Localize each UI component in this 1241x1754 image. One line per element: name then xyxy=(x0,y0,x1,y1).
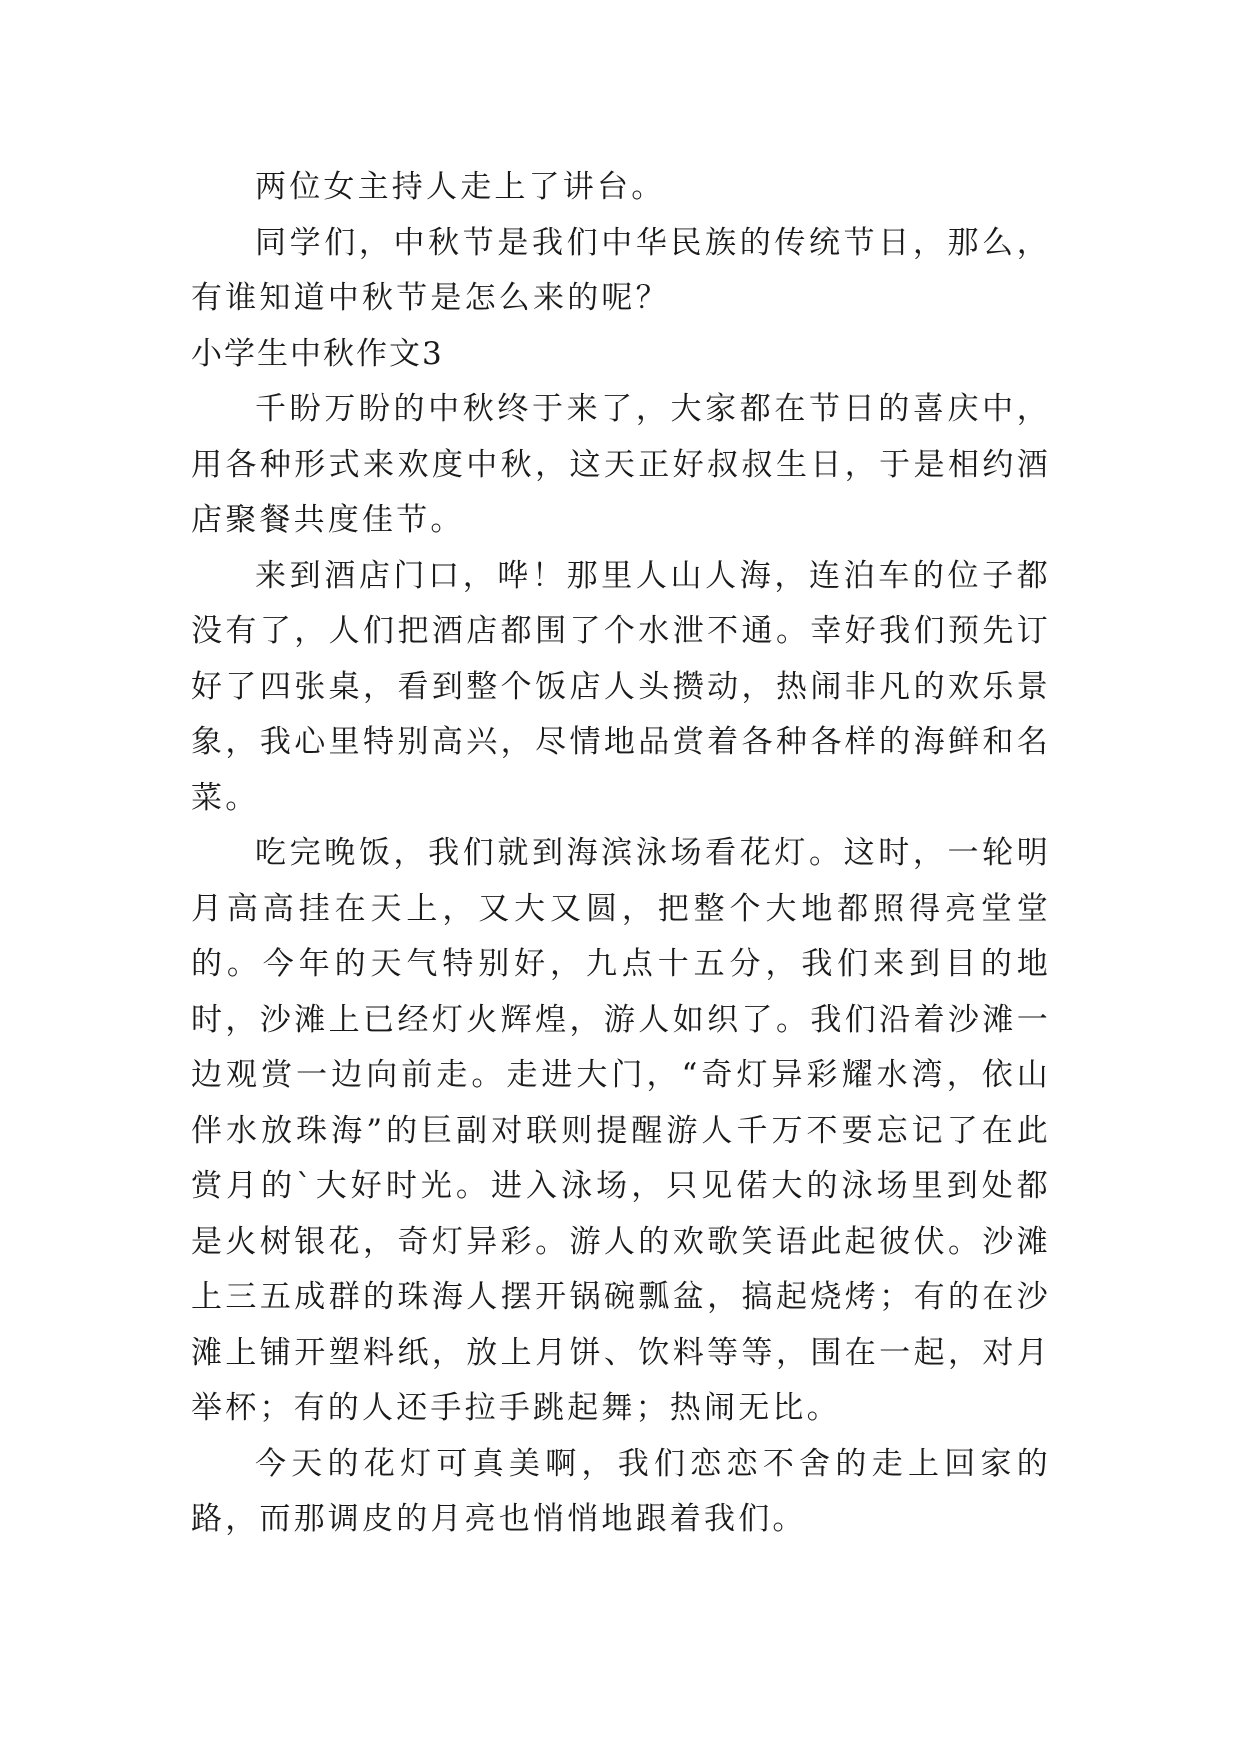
paragraph: 今天的花灯可真美啊，我们恋恋不舍的走上回家的路，而那调皮的月亮也悄悄地跟着我们。 xyxy=(191,1445,1051,1537)
paragraph: 吃完晚饭，我们就到海滨泳场看花灯。这时，一轮明月高高挂在天上，又大又圆，把整个大地都照得亮堂堂的。今年的天气特别好，九点十五分，我们来到目的地时，沙滩上已经灯火辉煌，游人如织了。我们沿着沙滩一边观赏一边向前走。走进大门，“奇灯异彩耀水湾，依山伴水放珠海”的巨副对联则提醒游人千万不要忘记了在此赏月的`大好时光。进入泳场，只见偌大的泳场里到处都是火树银花，奇灯异彩。游人的欢歌笑语此起彼伏。沙滩上三五成群的珠海人摆开锅碗瓢盆，搞起烧烤；有的在沙滩上铺开塑料纸，放上月饼、饮料等等，围在一起，对月举杯；有的人还手拉手跳起舞；热闹无比。 xyxy=(191,835,1051,1426)
paragraph: 同学们，中秋节是我们中华民族的传统节日，那么，有谁知道中秋节是怎么来的呢？ xyxy=(191,224,1051,316)
paragraph: 两位女主持人走上了讲台。 xyxy=(255,169,666,205)
section-heading: 小学生中秋作文3 xyxy=(191,335,444,372)
document-body xyxy=(191,160,1051,1548)
paragraph: 千盼万盼的中秋终于来了，大家都在节日的喜庆中，用各种形式来欢度中秋，这天正好叔叔生日，于是相约酒店聚餐共度佳节。 xyxy=(191,391,1051,538)
paragraph: 来到酒店门口，哗！那里人山人海，连泊车的位子都没有了，人们把酒店都围了个水泄不通。幸好我们预先订好了四张桌，看到整个饭店人头攒动，热闹非凡的欢乐景象，我心里特别高兴，尽情地品赏着各种各样的海鲜和名菜。 xyxy=(191,557,1051,816)
